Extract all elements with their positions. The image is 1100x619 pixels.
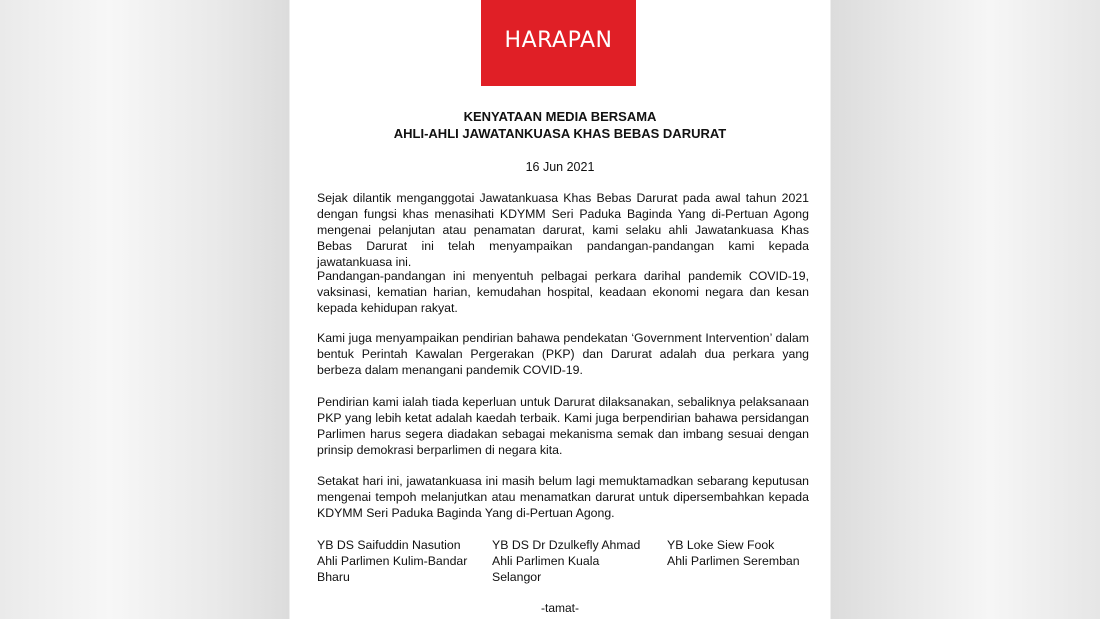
signatory-2 [492,537,652,585]
heading-line-2: AHLI-AHLI JAWATANKUASA KHAS BEBAS DARURAT [393,126,727,141]
signatory-1 [317,537,477,585]
signatory-name: YB DS Saifuddin Nasution [317,538,461,552]
signatory-name: YB Loke Siew Fook [667,538,775,552]
heading-line-1: KENYATAAN MEDIA BERSAMA [463,109,657,124]
harapan-logo [481,0,636,86]
paragraph-1: Sejak dilantik menganggotai Jawatankuasa Khas Bebas Darurat pada awal tahun 2021 dengan fungsi khas menasihati KDYMM Seri Paduka Baginda Yang di-Pertuan Agong mengenai pelanjutan atau penamatan darurat, kami selaku ahli Jawatankuasa Khas Bebas Darurat ini telah menyampaikan pandangan-pandangan kami kepada jawatankuasa ini. [317,191,809,269]
signatory-role-cont: Bharu [317,570,350,584]
signatory-role-cont: Selangor [492,570,542,584]
end-marker: -tamat- [540,601,579,615]
document-date: 16 Jun 2021 [525,160,595,174]
signatory-role: Ahli Parlimen Seremban [667,554,800,568]
paragraph-5: Setakat hari ini, jawatankuasa ini masih belum lagi memuktamadkan sebarang keputusan mengenai tempoh melanjutkan atau menamatkan darurat untuk dipersembahkan kepada KDYMM Seri Paduka Baginda Yang di-Pertuan Agong. [317,474,809,520]
paragraph-3: Kami juga menyampaikan pendirian bahawa pendekatan ‘Government Intervention’ dalam bentuk Perintah Kawalan Pergerakan (PKP) dan Darurat adalah dua perkara yang berbeza dalam menangani pandemik COVID-19. [317,331,809,377]
signatory-name: YB DS Dr Dzulkefly Ahmad [492,538,641,552]
signatory-role: Ahli Parlimen Kulim-Bandar [317,554,468,568]
paragraph-2: Pandangan-pandangan ini menyentuh pelbagai perkara darihal pandemik COVID-19, vaksinasi, kematian harian, kemudahan hospital, keadaan ekonomi negara dan kesan kepada kehidupan rakyat. [317,269,809,315]
logo-text: HARAPAN [504,28,613,53]
signatory-role: Ahli Parlimen Kuala [492,554,600,568]
document-page [290,0,830,619]
signatory-3 [667,537,827,569]
paragraph-4: Pendirian kami ialah tiada keperluan untuk Darurat dilaksanakan, sebaliknya pelaksanaan PKP yang lebih ketat adalah kaedah terbaik. Kami juga berpendirian bahawa persidangan Parlimen harus segera diadakan sebagai mekanisma semak dan imbang sesuai dengan prinsip demokrasi berparlimen di negara kita. [317,395,809,457]
